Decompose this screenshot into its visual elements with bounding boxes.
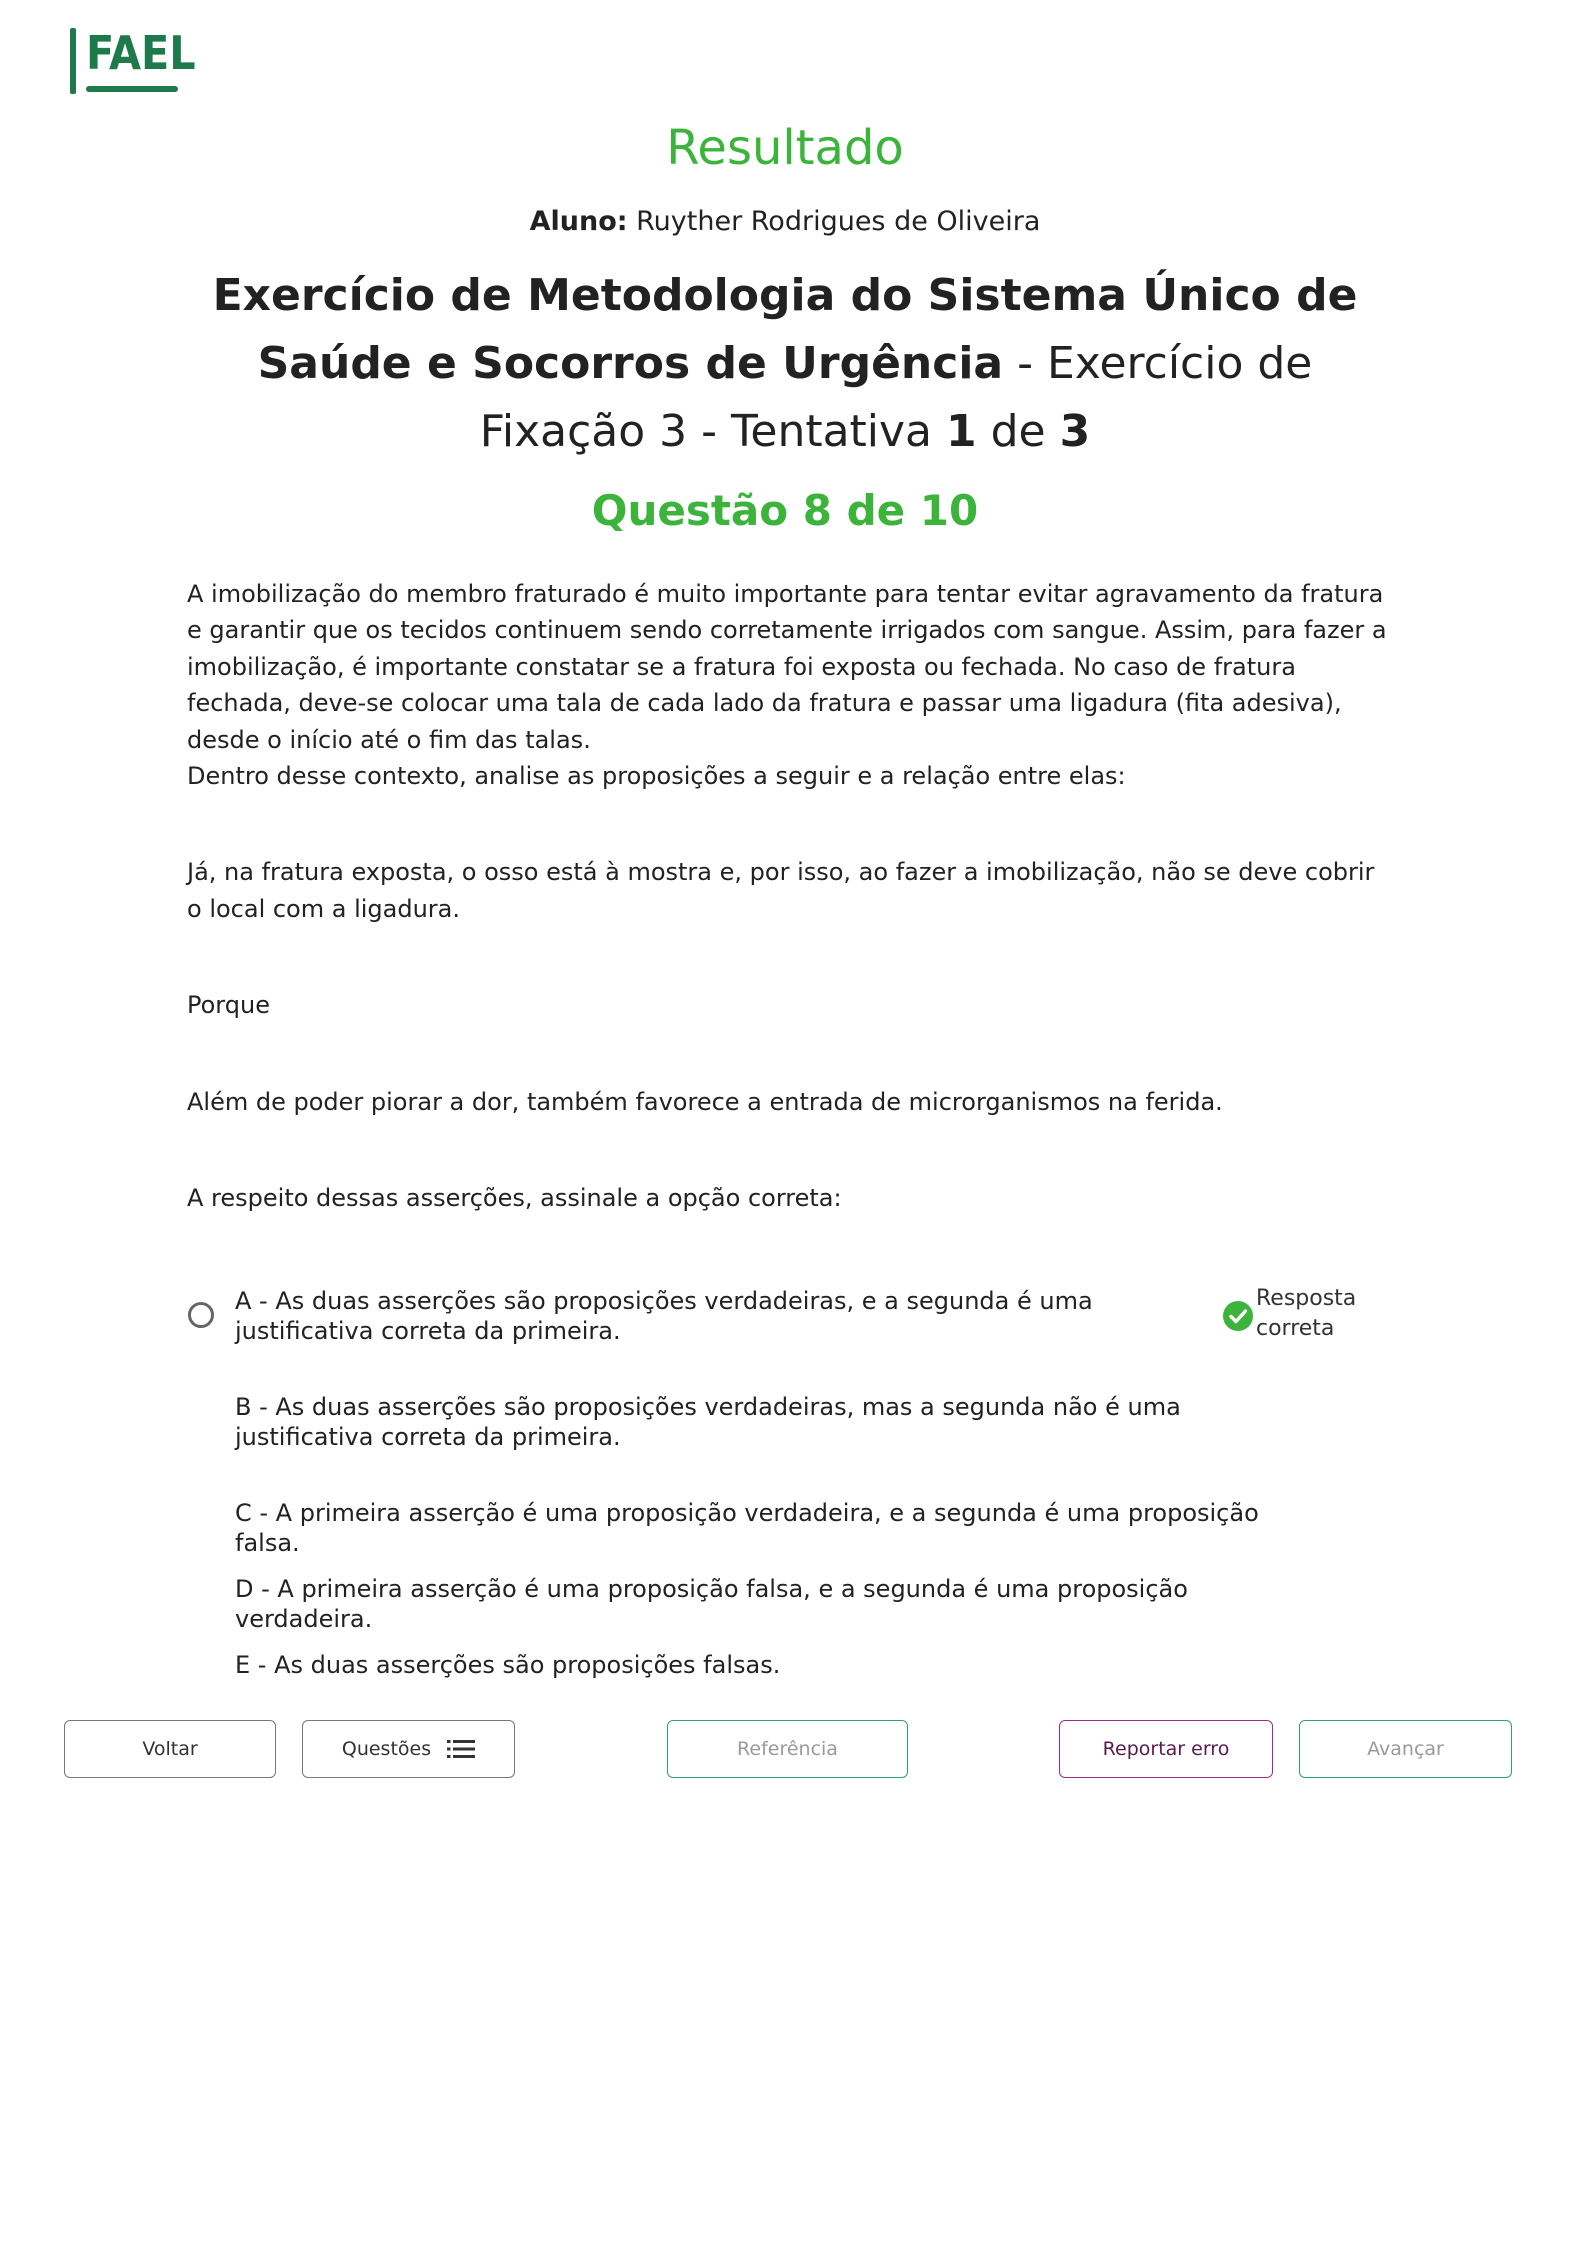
option-b[interactable]: B - As duas asserções são proposições verdadeiras, mas a segunda não é uma justificativa correta da primeira. <box>235 1393 1181 1451</box>
back-button[interactable] <box>64 1720 276 1778</box>
student-name: Ruyther Rodrigues de Oliveira <box>627 206 1041 237</box>
question-statement <box>187 576 1387 1216</box>
questions-button[interactable] <box>302 1720 515 1778</box>
option-a[interactable]: A - As duas asserções são proposições verdadeiras, e a segunda é uma justificativa correta da primeira. <box>235 1287 1093 1345</box>
question-prompt: A respeito dessas asserções, assinale a opção correta: <box>187 1184 842 1213</box>
reference-button-label: Referência <box>737 1738 838 1760</box>
report-error-button[interactable] <box>1059 1720 1273 1778</box>
reference-button[interactable] <box>667 1720 908 1778</box>
fael-logo <box>70 26 196 98</box>
course-name: Exercício de Metodologia do Sistema Único de Saúde e Socorros de Urgência <box>212 270 1358 389</box>
assertion-2: Além de poder piorar a dor, também favorece a entrada de microrganismos na ferida. <box>187 1087 1223 1116</box>
correct-answer-badge <box>1222 1284 1372 1344</box>
logo-underline <box>86 86 178 92</box>
next-button-label: Avançar <box>1367 1738 1444 1760</box>
correct-answer-label: Resposta correta <box>1256 1286 1357 1341</box>
check-circle-icon <box>1222 1300 1254 1332</box>
page-title: Resultado <box>666 120 904 176</box>
attempt-total: 3 <box>1059 406 1091 457</box>
logo-bar <box>70 28 76 94</box>
option-a-radio[interactable] <box>188 1302 214 1328</box>
questions-button-label: Questões <box>341 1738 432 1760</box>
assertion-1: Já, na fratura exposta, o osso está à mostra e, por isso, ao fazer a imobilização, não se deve cobrir o local com a ligadura. <box>187 858 1375 923</box>
option-e[interactable]: E - As duas asserções são proposições falsas. <box>235 1651 781 1679</box>
exercise-title <box>170 262 1400 466</box>
option-c[interactable]: C - A primeira asserção é uma proposição verdadeira, e a segunda é uma proposição falsa. <box>235 1499 1259 1557</box>
logo-text: FAEL <box>86 26 196 80</box>
back-button-label: Voltar <box>142 1738 198 1760</box>
option-d[interactable]: D - A primeira asserção é uma proposição falsa, e a segunda é uma proposição verdadeira. <box>235 1575 1188 1633</box>
exercise-subtitle: - Exercício de Fixação 3 - Tentativa <box>479 338 1313 457</box>
attempt-of: de <box>976 406 1060 457</box>
report-error-button-label: Reportar erro <box>1102 1738 1230 1760</box>
student-label: Aluno: <box>529 206 628 237</box>
attempt-current: 1 <box>946 406 977 457</box>
next-button[interactable] <box>1299 1720 1512 1778</box>
list-icon <box>447 1739 475 1759</box>
statement-instruction: Dentro desse contexto, analise as proposições a seguir e a relação entre elas: <box>187 762 1126 791</box>
question-number: Questão 8 de 10 <box>591 486 979 535</box>
statement-paragraph: A imobilização do membro fraturado é muito importante para tentar evitar agravamento da fratura e garantir que os tecidos continuem sendo corretamente irrigados com sangue. Assim, para fazer a imobilização, é importante constatar se a fratura foi exposta ou fechada. No caso de fratura fechada, deve-se colocar uma tala de cada lado da fratura e passar uma ligadura (fita adesiva), desde o início até o fim das talas. <box>187 580 1387 754</box>
student-line <box>0 206 1570 237</box>
assertion-connector: Porque <box>187 991 270 1020</box>
